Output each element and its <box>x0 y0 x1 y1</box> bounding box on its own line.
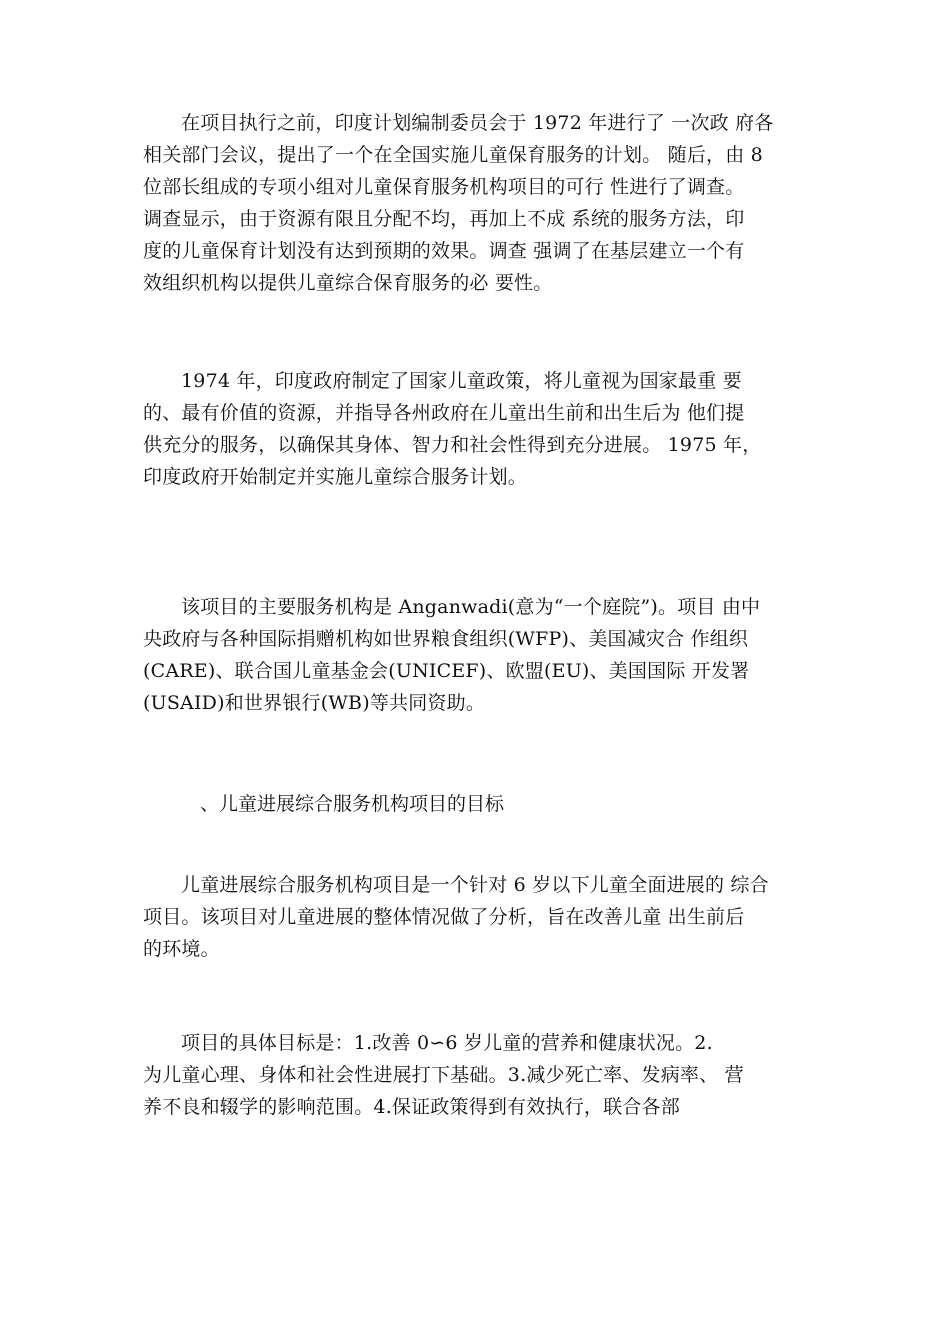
text-line: 供充分的服务，以确保其身体、智力和社会性得到充分进展。 1975 年， <box>143 434 762 456</box>
text-line: 调查显示，由于资源有限且分配不均，再加上不成 系统的服务方法，印 <box>143 208 745 230</box>
paragraph-specific-goals <box>143 1027 833 1123</box>
paragraph-anganwadi-funding <box>143 591 833 719</box>
paragraph-national-policy <box>143 365 833 493</box>
paragraph-project-overview <box>143 869 833 965</box>
text-line: 为儿童心理、身体和社会性进展打下基础。3.减少死亡率、发病率、 营 <box>143 1064 744 1086</box>
text-line: 印度政府开始制定并实施儿童综合服务计划。 <box>143 466 528 488</box>
text-line: 儿童进展综合服务机构项目是一个针对 6 岁以下儿童全面进展的 综合 <box>181 874 769 896</box>
text-line: (USAID)和世界银行(WB)等共同资助。 <box>143 692 486 714</box>
text-line: 效组织机构以提供儿童综合保育服务的必 要性。 <box>143 272 553 294</box>
text-line: (CARE)、联合国儿童基金会(UNICEF)、欧盟(EU)、美国国际 开发署 <box>143 660 750 682</box>
text-line: 的、最有价值的资源，并指导各州政府在儿童出生前和出生后为 他们提 <box>143 402 745 424</box>
section-heading: 、儿童进展综合服务机构项目的目标 <box>200 793 505 815</box>
text-line: 度的儿童保育计划没有达到预期的效果。调查 强调了在基层建立一个有 <box>143 240 745 262</box>
text-line: 1974 年，印度政府制定了国家儿童政策，将儿童视为国家最重 要 <box>181 370 742 392</box>
text-line: 项目的具体目标是：1.改善 0∽6 岁儿童的营养和健康状况。2. <box>181 1032 713 1054</box>
text-line: 在项目执行之前，印度计划编制委员会于 1972 年进行了 一次政 府各 <box>181 112 774 134</box>
text-line: 央政府与各种国际捐赠机构如世界粮食组织(WFP)、美国减灾合 作组织 <box>143 628 749 650</box>
text-line: 位部长组成的专项小组对儿童保育服务机构项目的可行 性进行了调查。 <box>143 176 745 198</box>
text-line: 养不良和辍学的影响范围。4.保证政策得到有效执行，联合各部 <box>143 1096 680 1118</box>
paragraph-planning-commission <box>143 107 833 299</box>
text-line: 的环境。 <box>143 938 220 960</box>
text-line: 项目。该项目对儿童进展的整体情况做了分析，旨在改善儿童 出生前后 <box>143 906 745 928</box>
text-line: 相关部门会议，提出了一个在全国实施儿童保育服务的计划。 随后，由 8 <box>143 144 763 166</box>
text-line: 该项目的主要服务机构是 Anganwadi(意为“一个庭院”)。项目 由中 <box>181 596 761 618</box>
